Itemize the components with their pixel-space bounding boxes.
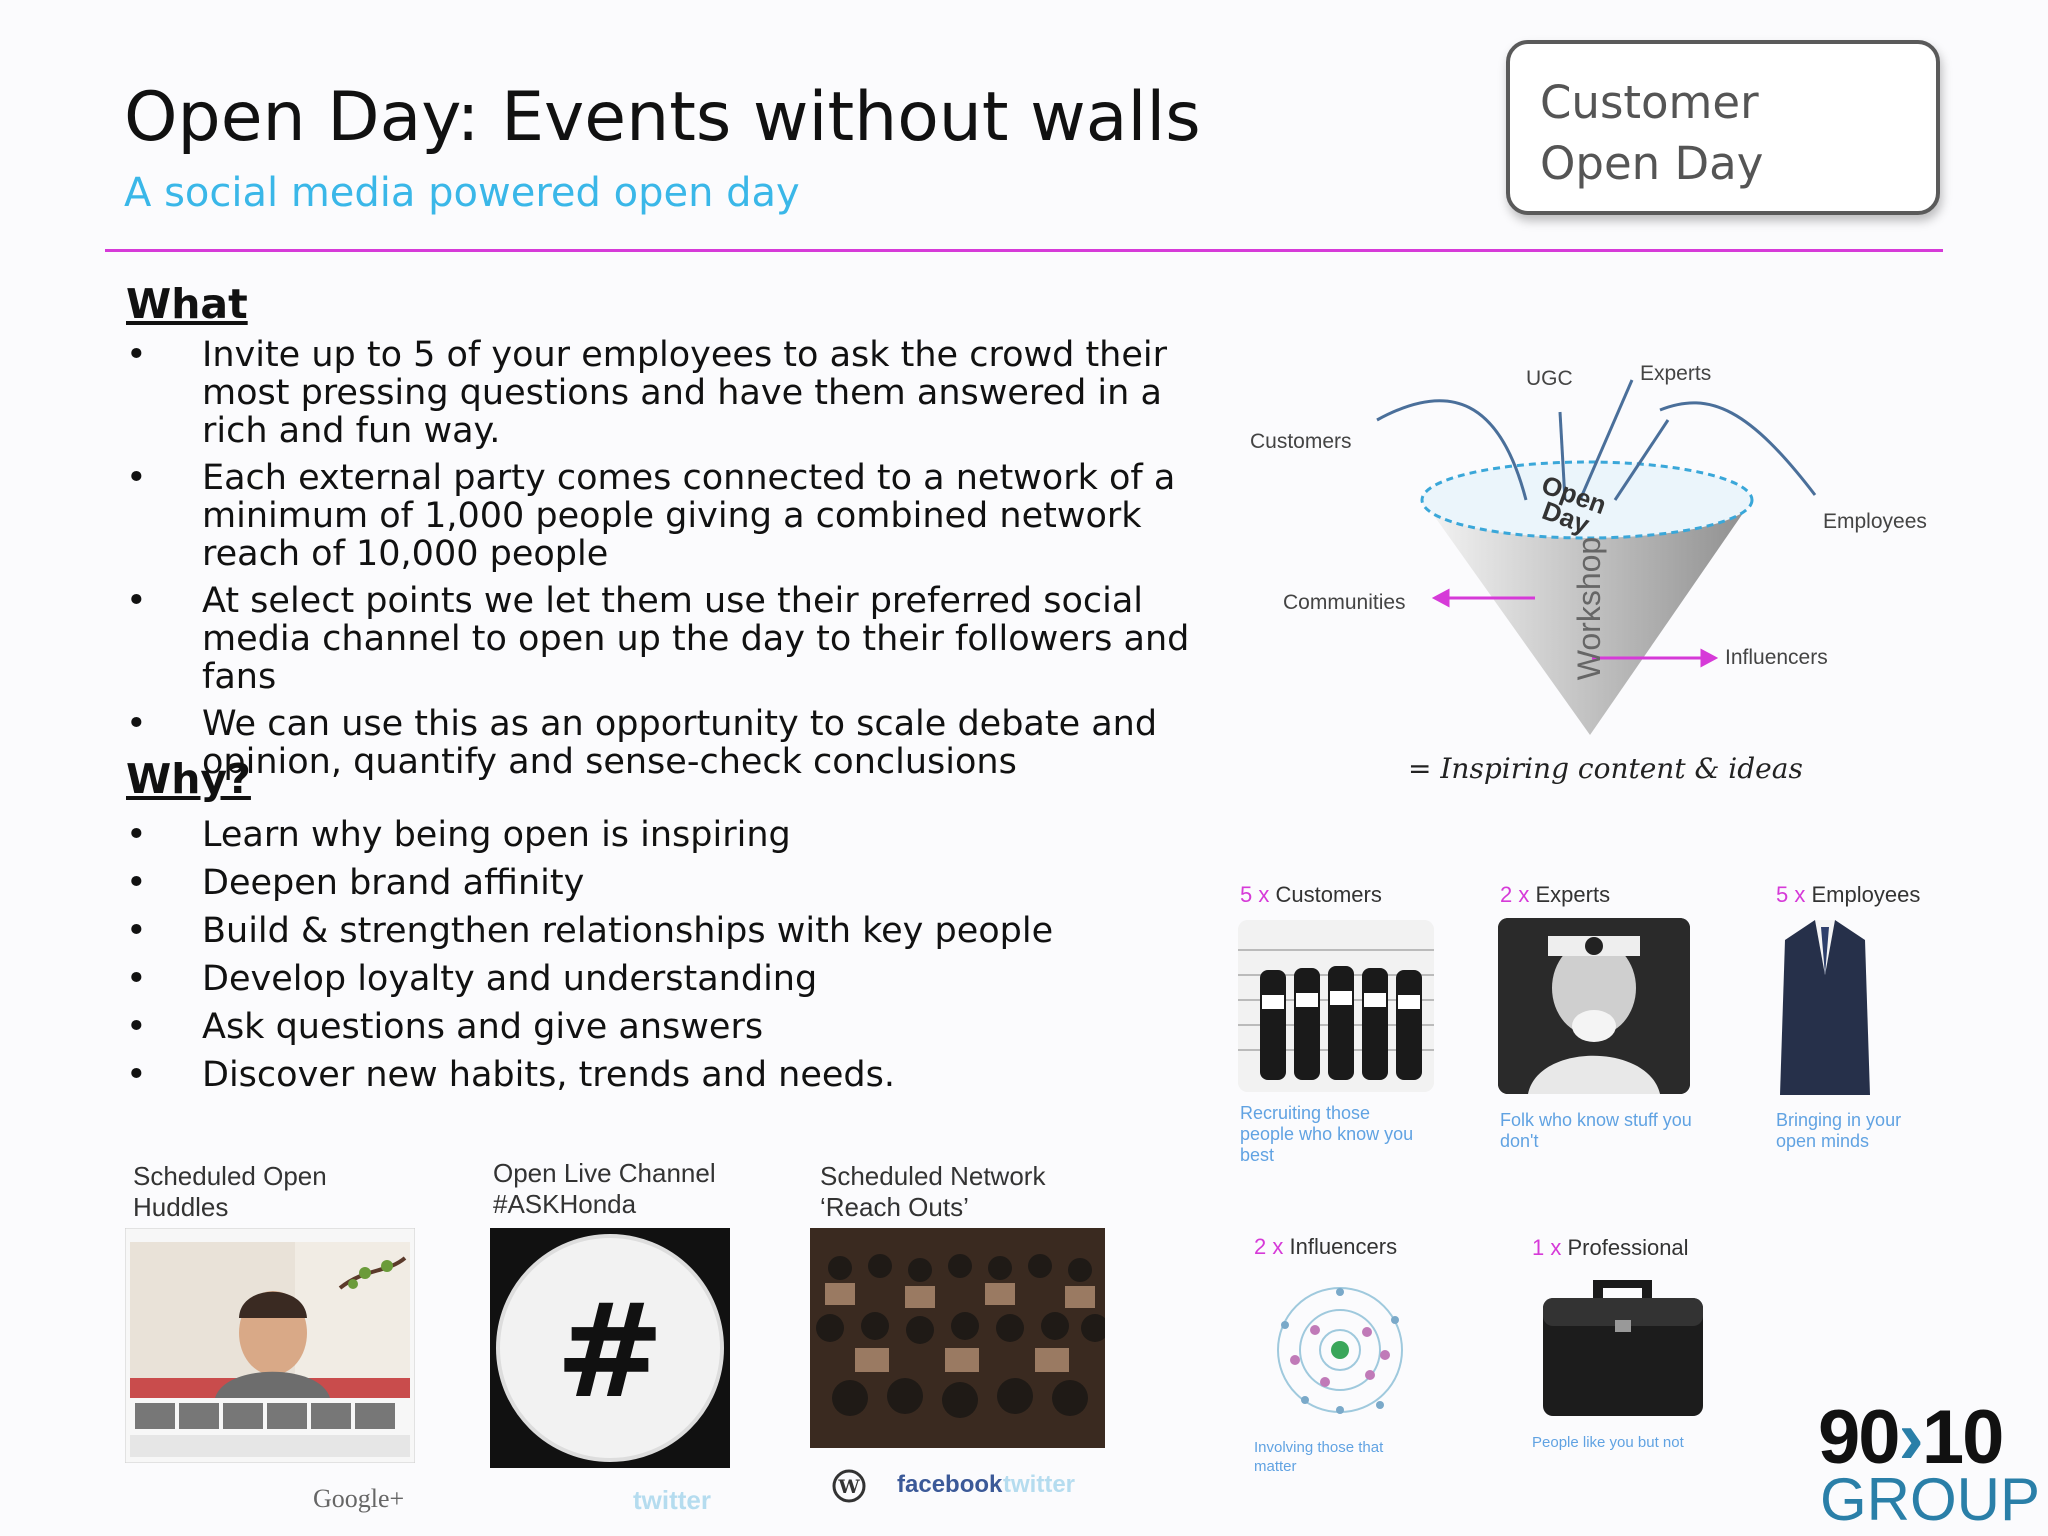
list-item: • Ask questions and give answers (0, 1003, 1202, 1051)
company-logo-numbers: 90›10 (1818, 1395, 2003, 1480)
list-item: • We can use this as an opportunity to scale debate and opinion, quantify and sense-check conclusions (0, 705, 1202, 781)
slide-title: Open Day: Events without walls (124, 78, 1201, 157)
list-item: • Discover new habits, trends and needs. (0, 1051, 1202, 1099)
list-item: • Each external party comes connected to a network of a minimum of 1,000 people giving a combined network reach of 10,000 people (0, 459, 1202, 573)
channel-label-network: Scheduled Network ‘Reach Outs’ (820, 1161, 1046, 1222)
influencer-network-image (1255, 1270, 1425, 1435)
hangout-screenshot-image (125, 1228, 415, 1463)
diagram-label-communities: Communities (1283, 591, 1406, 614)
diagram-label-open-day: Open Day (1537, 469, 1611, 540)
diagram-label-influencers: Influencers (1725, 646, 1828, 669)
audience-photo-image (810, 1228, 1105, 1448)
header-divider (105, 249, 1943, 252)
badge-line-1: Customer (1540, 76, 1759, 129)
diagram-label-ugc: UGC (1526, 367, 1573, 390)
channel-label-huddles: Scheduled Open Huddles (133, 1161, 327, 1222)
twitter-logo: twitter (633, 1485, 711, 1515)
svg-text:#: # (555, 1275, 665, 1427)
list-item: • Deepen brand affinity (0, 859, 1202, 907)
channel-label-live: Open Live Channel #ASKHonda (493, 1158, 716, 1219)
diagram-result-text: = Inspiring content & ideas (1408, 752, 1803, 785)
briefcase-image (1535, 1270, 1710, 1420)
slide-subtitle: A social media powered open day (124, 170, 800, 216)
list-item: • At select points we let them use their preferred social media channel to open up the day to their followers and fans (0, 582, 1202, 696)
caption-customers: Recruiting those people who know you best (1240, 1103, 1414, 1165)
participant-label-customers: 5 x Customers (1240, 882, 1382, 907)
hashtag-button-image (490, 1228, 730, 1468)
list-item: • Develop loyalty and understanding (0, 955, 1202, 1003)
diagram-label-workshop: Workshop (1571, 536, 1608, 681)
wordpress-icon (832, 1469, 866, 1503)
participant-label-experts: 2 x Experts (1500, 882, 1611, 907)
caption-employees: Bringing in your open minds (1776, 1110, 1902, 1151)
why-bullet-list (0, 811, 1202, 1099)
why-heading: Why? (126, 755, 251, 803)
customer-open-day-badge (1506, 40, 1940, 215)
customers-lineup-image (1238, 920, 1434, 1092)
caption-experts: Folk who know stuff you don't (1500, 1110, 1692, 1151)
google-plus-logo: Google+ (313, 1484, 405, 1513)
participant-label-employees: 5 x Employees (1776, 882, 1921, 907)
what-bullet-list (0, 336, 1202, 781)
list-item: • Invite up to 5 of your employees to ask the crowd their most pressing questions and have them answered in a rich and fun way. (0, 336, 1202, 450)
twitter-logo-secondary: twitter (1003, 1471, 1075, 1498)
employee-suit-image (1775, 915, 1875, 1095)
expert-portrait-image (1498, 918, 1690, 1094)
participant-label-influencers: 2 x Influencers (1254, 1234, 1398, 1259)
diagram-label-employees: Employees (1823, 510, 1927, 533)
company-logo-group: GROUP (1820, 1466, 2041, 1533)
list-item: • Build & strengthen relationships with key people (0, 907, 1202, 955)
diagram-label-customers: Customers (1250, 430, 1352, 453)
badge-line-2: Open Day (1540, 137, 1764, 190)
caption-influencers: Involving those that matter (1254, 1439, 1384, 1475)
participant-label-professional: 1 x Professional (1532, 1235, 1689, 1260)
what-heading: What (126, 280, 248, 328)
list-item: • Learn why being open is inspiring (0, 811, 1202, 859)
svg-text:W: W (838, 1476, 860, 1498)
caption-professional: People like you but not (1532, 1434, 1684, 1451)
diagram-label-experts: Experts (1640, 362, 1712, 385)
facebook-logo: facebook (897, 1471, 1003, 1498)
